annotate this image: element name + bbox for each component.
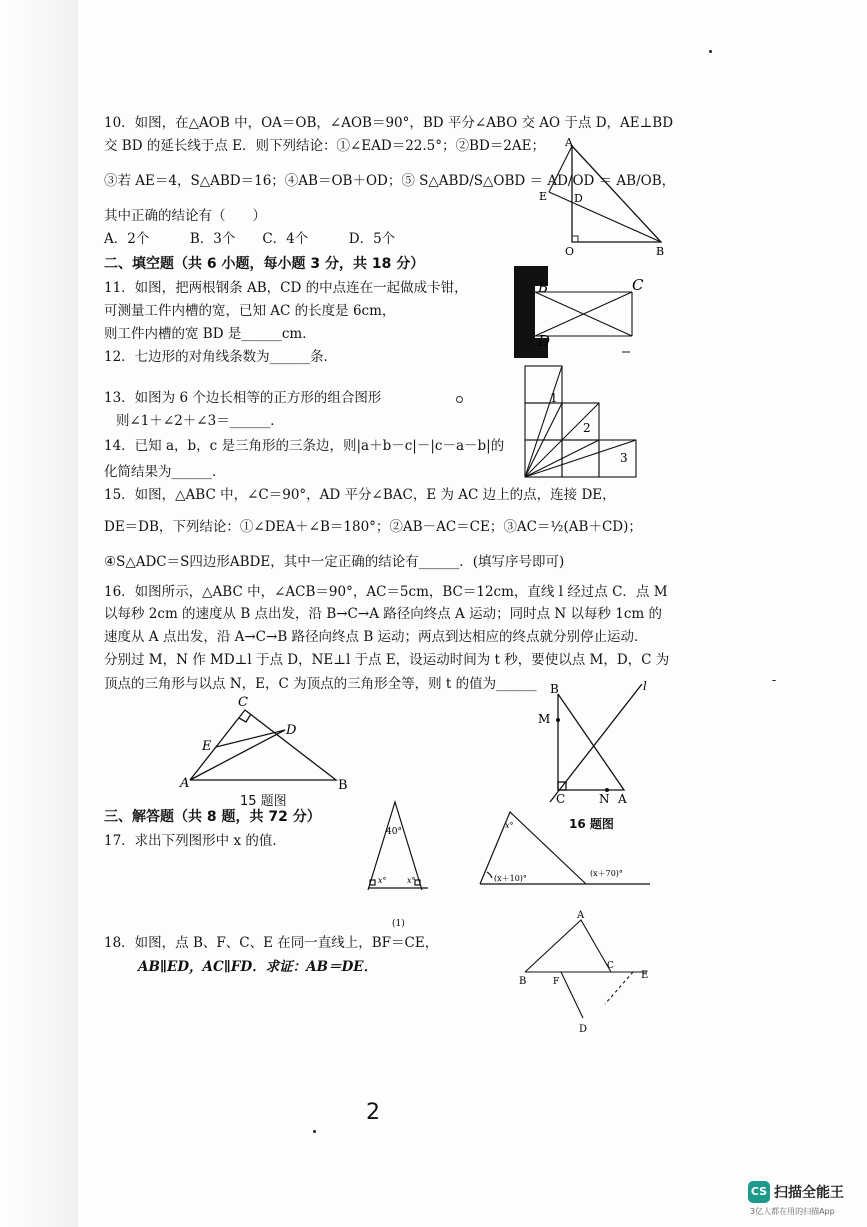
q10-options: A．2个 B．3个 C．4个 D．5个 [104,231,396,247]
q10-figure [535,134,675,259]
scanner-logo-icon: CS [748,1181,770,1203]
q17-fig2-angle-b: (x＋70)° [590,869,623,878]
q11-label-b: B [538,280,549,296]
q10-line1: 10．如图，在△AOB 中，OA＝OB，∠AOB＝90°，BD 平分∠ABO 交 AO 于点 D，AE⊥BD [104,115,674,131]
q14-line2: 化简结果为______． [104,464,226,480]
q18-label-f: F [553,977,560,987]
q15-line3: ④S△ADC＝S四边形ABDE，其中一定正确的结论有______．(填写序号即可) [104,554,565,570]
q16-line1: 16．如图所示，△ABC 中，∠ACB＝90°，AC＝5cm，BC＝12cm，直线 l 经过点 C．点 M [104,584,668,600]
q15-figure-caption: 15 题图 [240,794,287,809]
q17-fig2-angle-a: (x＋10)° [494,874,527,883]
q16-label-c: C [556,792,566,806]
q11-line1: 11．如图，把两根钢条 AB，CD 的中点连在一起做成卡钳， [104,280,468,296]
q10-line2: 交 BD 的延长线于点 E．则下列结论：①∠EAD＝22.5°；②BD＝2AE； [104,138,545,154]
q13-angle-3: 3 [620,451,628,465]
q17-fig1-x2: x° [407,876,416,885]
q16-line3: 速度从 A 点出发，沿 A→C→B 路径向终点 B 运动；两点到达相应的终点就分别停止运动． [104,629,648,645]
section2-heading: 二、填空题（共 6 小题，每小题 3 分，共 18 分） [104,256,425,272]
q11-line2: 可测量工件内槽的宽，已知 AC 的长度是 6cm， [104,303,396,319]
scanner-brand-tagline: 3亿人都在用的扫描App [750,1207,835,1216]
q17-fig1-x1: x° [378,876,387,885]
q13-angle-2: 2 [583,421,591,435]
q17-fig1-angle: 40° [386,827,402,837]
q15-line2: DE＝DB，下列结论：①∠DEA＋∠B＝180°；②AB－AC＝CE；③AC＝½(AB＋CD)； [104,519,642,535]
q15-label-e: E [202,739,212,754]
q17-fig1-caption: (1) [392,919,405,929]
q15-line1: 15．如图，△ABC 中，∠C＝90°，AD 平分∠BAC，E 为 AC 边上的点，连接 DE， [104,487,616,503]
q18-line1: 18．如图，点 B、F、C、E 在同一直线上，BF＝CE， [104,935,439,951]
q18-line2: AB∥ED，AC∥FD．求证：AB＝DE． [138,959,378,975]
q10-label-o: O [565,245,575,258]
q16-label-n: N [599,792,610,806]
q16-line2: 以每秒 2cm 的速度从 B 点出发，沿 B→C→A 路径向终点 A 运动；同时点 N 以每秒 1cm 的 [104,606,663,622]
section3-heading: 三、解答题（共 8 题，共 72 分） [104,809,321,825]
q17-figure-1 [360,794,440,934]
q16-line4: 分别过 M，N 作 MD⊥l 于点 D，NE⊥l 于点 E，设运动时间为 t 秒，要使以点 M，D，C 为 [104,652,670,668]
q11-figure [508,262,658,362]
q11-label-c: C [632,276,644,294]
q10-line4: 其中正确的结论有（ ） [104,208,266,224]
q11-line3: 则工件内槽的宽 BD 是______cm． [104,326,316,342]
q18-label-d: D [579,1024,588,1035]
q18-label-e: E [641,970,649,981]
q18-label-a: A [577,910,585,921]
q16-label-b: B [550,682,559,696]
q10-label-b: B [656,245,665,258]
scan-speck [709,50,712,53]
scan-page-edge [0,0,78,1227]
q17-figure-2 [474,806,654,896]
q16-label-l: l [643,679,647,693]
q10-label-d: D [574,192,583,205]
q17-fig2-x: x° [505,821,514,830]
q14-line1: 14．已知 a，b，c 是三角形的三条边，则|a＋b－c|－|c－a－b|的 [104,438,505,454]
q12-line1: 12．七边形的对角线条数为______条． [104,349,338,365]
scan-speck [456,396,463,403]
q15-figure [178,692,358,792]
q18-label-c: C [607,961,614,971]
q16-label-m: M [538,712,551,726]
scanner-watermark [748,1181,860,1221]
q13-line2: 则∠1＋∠2＋∠3＝______． [116,413,284,429]
q16-label-a: A [618,792,627,806]
scanner-brand-name: 扫描全能王 [774,1185,844,1201]
q16-line5: 顶点的三角形与以点 N，E，C 为顶点的三角形全等，则 t 的值为______ [104,676,537,692]
q18-label-b: B [519,976,527,987]
q10-label-a: A [565,136,573,149]
q10-line3: ③若 AE＝4，S△ABD＝16；④AB＝OB＋OD；⑤ S△ABD/S△OBD ＝ AD/OD ＝ AB/OB， [104,173,676,189]
q18-figure [515,908,665,1036]
q10-label-e: E [539,190,548,203]
q13-line1: 13．如图为 6 个边长相等的正方形的组合图形 [104,390,382,406]
scan-speck [772,680,776,681]
scan-speck [313,1130,316,1133]
q15-label-a: A [180,776,190,791]
q15-label-b: B [338,778,348,792]
q11-label-d: D [538,332,551,350]
q16-figure [534,676,659,806]
page-number: 2 [366,1100,380,1125]
q13-figure [522,364,644,478]
q16-figure-caption: 16 题图 [569,817,614,831]
q15-label-d: D [286,723,297,738]
q15-label-c: C [238,695,248,710]
q17-line1: 17．求出下列图形中 x 的值． [104,833,286,849]
q13-angle-1: 1 [550,391,558,405]
